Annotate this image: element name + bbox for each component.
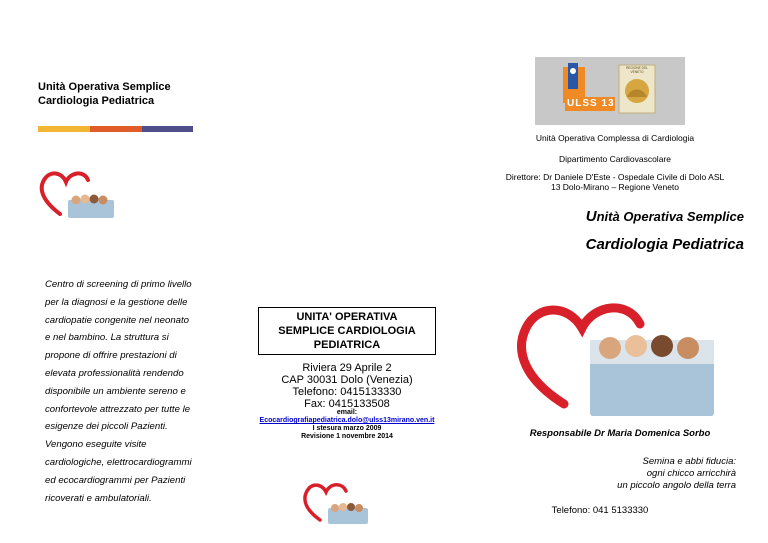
- description-line: Vengono eseguite visite: [45, 439, 147, 451]
- department-title: Dipartimento Cardiovascolare: [559, 154, 671, 164]
- ulss13-logo: [535, 57, 685, 125]
- heart-babies-image-middle: [302, 480, 372, 526]
- description-line: Centro di screening di primo livello: [45, 279, 192, 290]
- email-label: email:: [336, 409, 358, 416]
- email-link[interactable]: Ecocardiografiapediatrica.dolo@ulss13mirano.ven.it: [259, 417, 435, 424]
- responsible-doctor: Responsabile Dr Maria Domenica Sorbo: [529, 428, 711, 439]
- description-line: cardiologiche, elettrocardiogrammi: [45, 456, 192, 468]
- description-line: elevata professionalità rendendo: [45, 367, 184, 379]
- subtitle-cardiology: Cardiologia Pediatrica: [585, 236, 744, 253]
- description-line: cardiopatie congenite nel neonato: [45, 314, 190, 326]
- heart-babies-image-large: [512, 296, 716, 418]
- color-stripe-yellow: [38, 126, 90, 132]
- subtitle-rest: nità Operativa Semplice: [596, 209, 744, 224]
- subtitle-initial: U: [585, 208, 597, 225]
- service-description: [45, 276, 210, 507]
- unit-title: [38, 80, 171, 108]
- contact-phone: Telefono: 041 5133330: [551, 505, 649, 516]
- unit-title-line2: Cardiologia Pediatrica: [38, 95, 155, 107]
- description-line: e nel bambino. La struttura si: [45, 332, 169, 344]
- uoc-title: Unità Operativa Complessa di Cardiologia: [535, 133, 695, 143]
- director-line1: Direttore: Dr Daniele D'Este - Ospedale Civile di Dolo ASL: [505, 172, 725, 182]
- motto: [520, 456, 736, 492]
- director-line2: 13 Dolo-Mirano – Regione Veneto: [550, 182, 680, 192]
- logo-text: ULSS 13: [567, 98, 615, 109]
- box-line3: PEDIATRICA: [313, 339, 381, 351]
- edition-note: I stesura marzo 2009: [312, 425, 382, 432]
- color-stripe-indigo: [142, 126, 193, 132]
- logo-banner: REGIONE DEL VENETO: [626, 66, 648, 74]
- motto-line3: un piccolo angolo della terra: [617, 480, 736, 491]
- unit-title-line1: Unità Operativa Semplice: [38, 81, 171, 93]
- motto-line2: ogni chicco arricchirà: [646, 468, 736, 479]
- description-line: confortevole attrezzato per tutte le: [45, 403, 191, 415]
- phone-number: Telefono: 0415133330: [292, 386, 402, 398]
- fax-number: Fax: 0415133508: [304, 398, 390, 410]
- color-stripe-orange: [90, 126, 142, 132]
- motto-line1: Semina e abbi fiducia:: [642, 456, 736, 467]
- description-line: esigenze dei piccoli Pazienti.: [45, 421, 168, 433]
- address-line1: Riviera 29 Aprile 2: [302, 362, 392, 374]
- email-address[interactable]: [250, 417, 444, 425]
- revision-note: Revisione 1 novembre 2014: [301, 433, 393, 440]
- box-line2: SEMPLICE CARDIOLOGIA: [278, 325, 416, 337]
- description-line: ed ecocardiogrammi per Pazienti: [45, 474, 186, 486]
- address-line2: CAP 30031 Dolo (Venezia): [281, 374, 413, 386]
- unit-name-box: [258, 307, 436, 355]
- ulss13-logo-graphic: [535, 57, 685, 125]
- description-line: propone di offrire prestazioni di: [45, 350, 177, 362]
- description-line: per la diagnosi e la gestione delle: [45, 296, 188, 308]
- description-line: disponibile un ambiente sereno e: [45, 385, 186, 397]
- subtitle-unit: [440, 208, 744, 225]
- description-line: ricoverati e ambulatoriali.: [45, 492, 152, 504]
- heart-babies-image-left: [38, 168, 118, 220]
- box-line1: UNITA' OPERATIVA: [296, 311, 398, 323]
